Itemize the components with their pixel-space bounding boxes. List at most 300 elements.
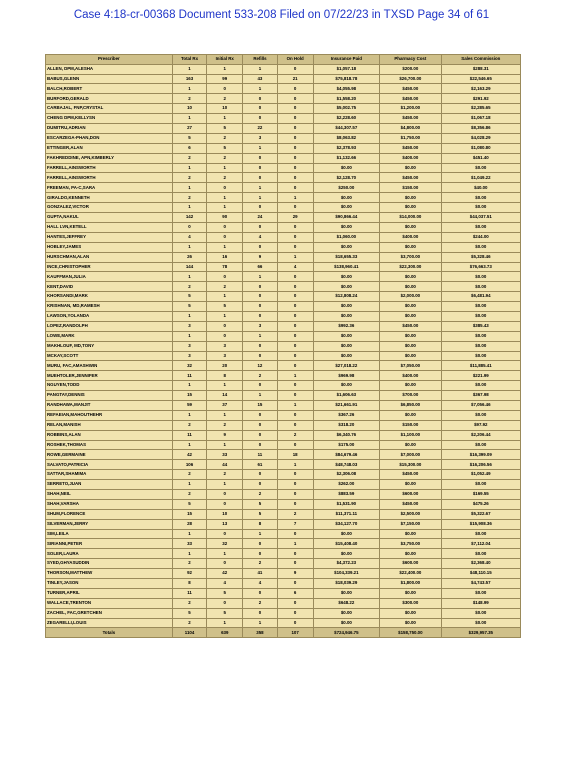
- value-cell: 2: [277, 430, 313, 440]
- value-cell: $300.00: [380, 598, 441, 608]
- prescriber-name-cell: CHENG DPM,KELLYSN: [46, 114, 173, 124]
- value-cell: 2: [207, 470, 243, 480]
- value-cell: $0.00: [441, 381, 520, 391]
- prescriber-table-container: [45, 54, 521, 638]
- value-cell: $5,322.67: [441, 509, 520, 519]
- value-cell: 8: [172, 579, 207, 589]
- value-cell: 2: [207, 94, 243, 104]
- value-cell: 1: [207, 549, 243, 559]
- value-cell: $0.00: [441, 608, 520, 618]
- prescriber-name-cell: KHORSANDI,MARK: [46, 292, 173, 302]
- prescriber-name-cell: DUMITRU,ADRIAN: [46, 124, 173, 134]
- table-row: [46, 400, 521, 410]
- value-cell: 1: [207, 440, 243, 450]
- value-cell: $40.00: [441, 183, 520, 193]
- value-cell: 11: [243, 450, 278, 460]
- value-cell: 1: [243, 193, 278, 203]
- totals-value: 639: [207, 628, 243, 638]
- document-header: Case 4:18-cr-00368 Document 533-208 Filed on 07/22/23 in TXSD Page 34 of 61: [73, 9, 490, 21]
- value-cell: $0.00: [313, 549, 380, 559]
- value-cell: 0: [277, 351, 313, 361]
- value-cell: 2: [243, 559, 278, 569]
- value-cell: $0.00: [313, 529, 380, 539]
- value-cell: $0.00: [441, 480, 520, 490]
- value-cell: 0: [243, 153, 278, 163]
- prescriber-name-cell: ZACHEL, FAC,GRETCHEN: [46, 608, 173, 618]
- value-cell: 2: [172, 489, 207, 499]
- value-cell: $48,748.03: [313, 460, 380, 470]
- value-cell: $2,500.00: [380, 509, 441, 519]
- prescriber-name-cell: HURSCHMAN,ALAN: [46, 252, 173, 262]
- value-cell: 2: [172, 193, 207, 203]
- table-row: [46, 598, 521, 608]
- value-cell: 0: [277, 489, 313, 499]
- value-cell: 9: [207, 430, 243, 440]
- value-cell: $0.00: [380, 311, 441, 321]
- totals-value: $329,957.35: [441, 628, 520, 638]
- table-row: [46, 460, 521, 470]
- totals-value: 358: [243, 628, 278, 638]
- value-cell: $450.00: [380, 470, 441, 480]
- value-cell: 1: [277, 400, 313, 410]
- table-row: [46, 361, 521, 371]
- value-cell: 2: [172, 173, 207, 183]
- table-row: [46, 529, 521, 539]
- totals-value: $724,946.75: [313, 628, 380, 638]
- table-row: [46, 410, 521, 420]
- prescriber-name-cell: INCE,CHRISTOPHER: [46, 262, 173, 272]
- prescriber-name-cell: BABUS,GLENN: [46, 74, 173, 84]
- value-cell: $44,037.51: [441, 213, 520, 223]
- prescriber-name-cell: SIRIANNI,PETER: [46, 539, 173, 549]
- prescriber-name-cell: KENT,DAVID: [46, 282, 173, 292]
- value-cell: $0.00: [380, 341, 441, 351]
- value-cell: $2,228.60: [313, 114, 380, 124]
- value-cell: $0.00: [441, 282, 520, 292]
- value-cell: $0.00: [380, 242, 441, 252]
- totals-row: [46, 628, 521, 638]
- value-cell: $2,000.00: [380, 292, 441, 302]
- value-cell: 0: [207, 321, 243, 331]
- value-cell: 2: [207, 133, 243, 143]
- value-cell: 27: [172, 124, 207, 134]
- table-row: [46, 232, 521, 242]
- value-cell: $11,371.11: [313, 509, 380, 519]
- value-cell: 0: [277, 104, 313, 114]
- value-cell: $0.00: [441, 242, 520, 252]
- value-cell: 1: [172, 529, 207, 539]
- value-cell: $0.00: [313, 608, 380, 618]
- value-cell: 0: [207, 84, 243, 94]
- value-cell: $0.00: [380, 203, 441, 213]
- value-cell: 1: [277, 460, 313, 470]
- value-cell: $0.00: [380, 351, 441, 361]
- value-cell: 0: [243, 539, 278, 549]
- value-cell: 0: [277, 173, 313, 183]
- value-cell: 2: [172, 559, 207, 569]
- value-cell: 5: [207, 608, 243, 618]
- value-cell: 21: [277, 74, 313, 84]
- value-cell: 10: [207, 509, 243, 519]
- value-cell: 2: [172, 282, 207, 292]
- value-cell: 1: [172, 84, 207, 94]
- table-row: [46, 222, 521, 232]
- value-cell: $0.00: [380, 193, 441, 203]
- value-cell: 1: [207, 381, 243, 391]
- value-cell: $450.00: [380, 84, 441, 94]
- value-cell: $16,399.09: [441, 450, 520, 460]
- column-header: Pharmacy Cost: [380, 55, 441, 65]
- value-cell: $0.00: [441, 588, 520, 598]
- value-cell: $0.00: [380, 302, 441, 312]
- value-cell: 0: [243, 104, 278, 114]
- value-cell: 0: [277, 361, 313, 371]
- table-row: [46, 549, 521, 559]
- value-cell: $5,328.46: [441, 252, 520, 262]
- value-cell: $22,300.00: [380, 262, 441, 272]
- value-cell: $0.00: [380, 608, 441, 618]
- value-cell: 1: [172, 331, 207, 341]
- table-row: [46, 331, 521, 341]
- value-cell: 0: [277, 282, 313, 292]
- value-cell: 33: [172, 539, 207, 549]
- value-cell: $1,200.00: [380, 104, 441, 114]
- value-cell: 2: [172, 94, 207, 104]
- value-cell: $0.00: [441, 193, 520, 203]
- table-row: [46, 292, 521, 302]
- value-cell: 4: [277, 262, 313, 272]
- prescriber-name-cell: KAUFFMAN,JULIA: [46, 272, 173, 282]
- table-row: [46, 450, 521, 460]
- value-cell: 2: [243, 371, 278, 381]
- value-cell: 6: [277, 588, 313, 598]
- table-row: [46, 114, 521, 124]
- table-row: [46, 262, 521, 272]
- value-cell: 0: [207, 222, 243, 232]
- value-cell: 0: [172, 222, 207, 232]
- table-row: [46, 242, 521, 252]
- value-cell: $4,743.57: [441, 579, 520, 589]
- value-cell: $1,057.18: [313, 64, 380, 74]
- table-row: [46, 252, 521, 262]
- value-cell: 41: [243, 569, 278, 579]
- value-cell: $4,800.00: [380, 124, 441, 134]
- prescriber-name-cell: MAKHLOUF, MD,TONY: [46, 341, 173, 351]
- value-cell: $450.00: [380, 173, 441, 183]
- value-cell: 0: [277, 143, 313, 153]
- value-cell: 5: [172, 608, 207, 618]
- value-cell: 11: [172, 371, 207, 381]
- value-cell: 0: [277, 579, 313, 589]
- value-cell: $221.99: [441, 371, 520, 381]
- value-cell: $75,818.78: [313, 74, 380, 84]
- prescriber-name-cell: SATTAR,SHAMIMA: [46, 470, 173, 480]
- value-cell: $451.40: [441, 153, 520, 163]
- value-cell: 1: [172, 64, 207, 74]
- value-cell: 7: [277, 519, 313, 529]
- value-cell: 2: [172, 420, 207, 430]
- value-cell: 0: [243, 341, 278, 351]
- table-row: [46, 559, 521, 569]
- value-cell: 0: [207, 272, 243, 282]
- table-row: [46, 391, 521, 401]
- prescriber-name-cell: MCKAY,SCOTT: [46, 351, 173, 361]
- value-cell: $7,112.04: [441, 539, 520, 549]
- prescriber-name-cell: REFAEIAN,MAHOUTHEHR: [46, 410, 173, 420]
- value-cell: $0.00: [441, 351, 520, 361]
- value-cell: 0: [277, 153, 313, 163]
- prescriber-name-cell: MURU, FAC,AMASHWIN: [46, 361, 173, 371]
- prescriber-name-cell: MUEHTOLER,JENNIFER: [46, 371, 173, 381]
- value-cell: 1: [277, 539, 313, 549]
- table-header: [46, 55, 521, 65]
- value-cell: $250.00: [313, 183, 380, 193]
- value-cell: 1: [172, 242, 207, 252]
- prescriber-name-cell: ESCARZEGA-PHAN,DON: [46, 133, 173, 143]
- value-cell: 0: [243, 430, 278, 440]
- value-cell: 3: [172, 341, 207, 351]
- value-cell: $0.00: [441, 203, 520, 213]
- prescriber-name-cell: SHAH,VARSHA: [46, 499, 173, 509]
- value-cell: $0.00: [313, 302, 380, 312]
- value-cell: $7,056.46: [441, 400, 520, 410]
- value-cell: $200.00: [380, 64, 441, 74]
- value-cell: $104,339.21: [313, 569, 380, 579]
- value-cell: 1: [243, 529, 278, 539]
- value-cell: $2,128.70: [313, 173, 380, 183]
- header-row: [46, 55, 521, 65]
- value-cell: 29: [277, 213, 313, 223]
- value-cell: 2: [277, 509, 313, 519]
- table-row: [46, 618, 521, 628]
- value-cell: 0: [243, 440, 278, 450]
- value-cell: 1: [243, 331, 278, 341]
- value-cell: 0: [277, 381, 313, 391]
- value-cell: 0: [277, 64, 313, 74]
- value-cell: 0: [277, 124, 313, 134]
- value-cell: $0.00: [441, 163, 520, 173]
- value-cell: $4,028.29: [441, 133, 520, 143]
- value-cell: $3,750.00: [380, 539, 441, 549]
- value-cell: $0.00: [441, 302, 520, 312]
- table-row: [46, 173, 521, 183]
- value-cell: 92: [172, 569, 207, 579]
- prescriber-name-cell: SILVERMAN,JERRY: [46, 519, 173, 529]
- value-cell: 144: [172, 262, 207, 272]
- table-row: [46, 440, 521, 450]
- value-cell: 9: [277, 569, 313, 579]
- value-cell: 0: [243, 381, 278, 391]
- value-cell: 3: [172, 321, 207, 331]
- value-cell: $450.00: [380, 94, 441, 104]
- value-cell: $475.26: [441, 499, 520, 509]
- value-cell: 1: [277, 193, 313, 203]
- value-cell: $0.00: [441, 331, 520, 341]
- prescriber-name-cell: SERRETO,JUAN: [46, 480, 173, 490]
- value-cell: 0: [243, 549, 278, 559]
- value-cell: 1: [243, 618, 278, 628]
- totals-label: Totals: [46, 628, 173, 638]
- prescriber-name-cell: SHAH,NEIL: [46, 489, 173, 499]
- value-cell: 10: [207, 104, 243, 114]
- prescriber-name-cell: FARRELL,AINSWORTH: [46, 173, 173, 183]
- value-cell: $11,885.41: [441, 361, 520, 371]
- value-cell: $1,100.00: [380, 430, 441, 440]
- prescriber-table: [45, 54, 521, 638]
- value-cell: $2,306.08: [313, 470, 380, 480]
- value-cell: $883.59: [313, 489, 380, 499]
- value-cell: $0.00: [313, 588, 380, 598]
- prescriber-name-cell: HANTES,JEFFREY: [46, 232, 173, 242]
- value-cell: $385.43: [441, 321, 520, 331]
- value-cell: $2,206.44: [441, 430, 520, 440]
- table-body: [46, 64, 521, 628]
- value-cell: 1: [207, 163, 243, 173]
- value-cell: $3,700.00: [380, 252, 441, 262]
- value-cell: 0: [277, 598, 313, 608]
- value-cell: 0: [277, 331, 313, 341]
- table-row: [46, 608, 521, 618]
- value-cell: $76,663.73: [441, 262, 520, 272]
- value-cell: $150.00: [380, 183, 441, 193]
- value-cell: 3: [207, 341, 243, 351]
- value-cell: 1: [277, 371, 313, 381]
- value-cell: $288.31: [441, 64, 520, 74]
- value-cell: 32: [207, 539, 243, 549]
- value-cell: 0: [277, 391, 313, 401]
- value-cell: $450.00: [380, 143, 441, 153]
- value-cell: 22: [243, 124, 278, 134]
- value-cell: 0: [277, 302, 313, 312]
- value-cell: 0: [243, 302, 278, 312]
- value-cell: 42: [172, 450, 207, 460]
- value-cell: 3: [172, 351, 207, 361]
- prescriber-name-cell: HOBLEY,JAMES: [46, 242, 173, 252]
- table-row: [46, 153, 521, 163]
- value-cell: 6: [172, 143, 207, 153]
- value-cell: $244.00: [441, 232, 520, 242]
- value-cell: 0: [243, 282, 278, 292]
- value-cell: 28: [172, 519, 207, 529]
- value-cell: $0.00: [380, 163, 441, 173]
- prescriber-name-cell: CARBAJAL, FNP,CRYSTAL: [46, 104, 173, 114]
- value-cell: 5: [207, 302, 243, 312]
- value-cell: $14,000.00: [380, 213, 441, 223]
- table-row: [46, 569, 521, 579]
- prescriber-name-cell: SOLER,LAURA: [46, 549, 173, 559]
- value-cell: $26,700.00: [380, 74, 441, 84]
- value-cell: $400.00: [380, 232, 441, 242]
- value-cell: 42: [207, 569, 243, 579]
- value-cell: 0: [277, 470, 313, 480]
- value-cell: 24: [243, 213, 278, 223]
- value-cell: 8: [207, 371, 243, 381]
- value-cell: $97.92: [441, 420, 520, 430]
- prescriber-name-cell: GONZALEZ,VICTOR: [46, 203, 173, 213]
- value-cell: 0: [277, 618, 313, 628]
- value-cell: 18: [277, 450, 313, 460]
- value-cell: 0: [277, 559, 313, 569]
- value-cell: 2: [207, 420, 243, 430]
- value-cell: 2: [172, 618, 207, 628]
- table-row: [46, 470, 521, 480]
- value-cell: $367.98: [441, 391, 520, 401]
- value-cell: $0.00: [313, 331, 380, 341]
- value-cell: 0: [243, 588, 278, 598]
- value-cell: $22,400.00: [380, 569, 441, 579]
- column-header: Initial Rx: [207, 55, 243, 65]
- value-cell: $969.98: [313, 371, 380, 381]
- value-cell: 44: [207, 460, 243, 470]
- value-cell: $1,049.22: [441, 173, 520, 183]
- value-cell: $34,127.70: [313, 519, 380, 529]
- value-cell: 4: [172, 232, 207, 242]
- value-cell: 1: [207, 292, 243, 302]
- value-cell: $1,606.63: [313, 391, 380, 401]
- value-cell: 1: [207, 203, 243, 213]
- value-cell: 0: [243, 470, 278, 480]
- table-row: [46, 420, 521, 430]
- value-cell: $12,808.24: [313, 292, 380, 302]
- value-cell: $291.92: [441, 94, 520, 104]
- table-row: [46, 579, 521, 589]
- value-cell: 0: [277, 499, 313, 509]
- table-row: [46, 74, 521, 84]
- value-cell: 1: [243, 183, 278, 193]
- value-cell: 0: [243, 203, 278, 213]
- table-row: [46, 282, 521, 292]
- value-cell: 5: [207, 124, 243, 134]
- value-cell: $4,055.98: [313, 84, 380, 94]
- value-cell: $600.00: [380, 559, 441, 569]
- value-cell: $0.00: [380, 410, 441, 420]
- value-cell: $48,110.15: [441, 569, 520, 579]
- value-cell: 15: [172, 509, 207, 519]
- value-cell: 1: [207, 242, 243, 252]
- value-cell: 1: [172, 549, 207, 559]
- value-cell: $0.00: [441, 311, 520, 321]
- value-cell: 2: [172, 153, 207, 163]
- value-cell: 0: [207, 559, 243, 569]
- value-cell: $0.00: [380, 480, 441, 490]
- value-cell: 33: [207, 450, 243, 460]
- table-row: [46, 104, 521, 114]
- prescriber-name-cell: RANDHAWA,MANJIT: [46, 400, 173, 410]
- value-cell: $18,655.33: [313, 252, 380, 262]
- value-cell: $0.00: [380, 331, 441, 341]
- value-cell: 1: [207, 410, 243, 420]
- value-cell: 0: [277, 292, 313, 302]
- value-cell: 0: [277, 94, 313, 104]
- value-cell: 1: [172, 203, 207, 213]
- value-cell: $1,067.18: [441, 114, 520, 124]
- value-cell: 5: [207, 588, 243, 598]
- value-cell: 1: [243, 84, 278, 94]
- value-cell: 13: [207, 519, 243, 529]
- value-cell: 1: [172, 311, 207, 321]
- value-cell: 59: [172, 400, 207, 410]
- table-row: [46, 381, 521, 391]
- value-cell: $4,372.23: [313, 559, 380, 569]
- value-cell: 0: [243, 351, 278, 361]
- value-cell: 12: [243, 361, 278, 371]
- table-row: [46, 480, 521, 490]
- value-cell: 1: [207, 480, 243, 490]
- table-row: [46, 321, 521, 331]
- value-cell: $700.00: [380, 391, 441, 401]
- value-cell: $0.00: [380, 529, 441, 539]
- value-cell: 0: [207, 183, 243, 193]
